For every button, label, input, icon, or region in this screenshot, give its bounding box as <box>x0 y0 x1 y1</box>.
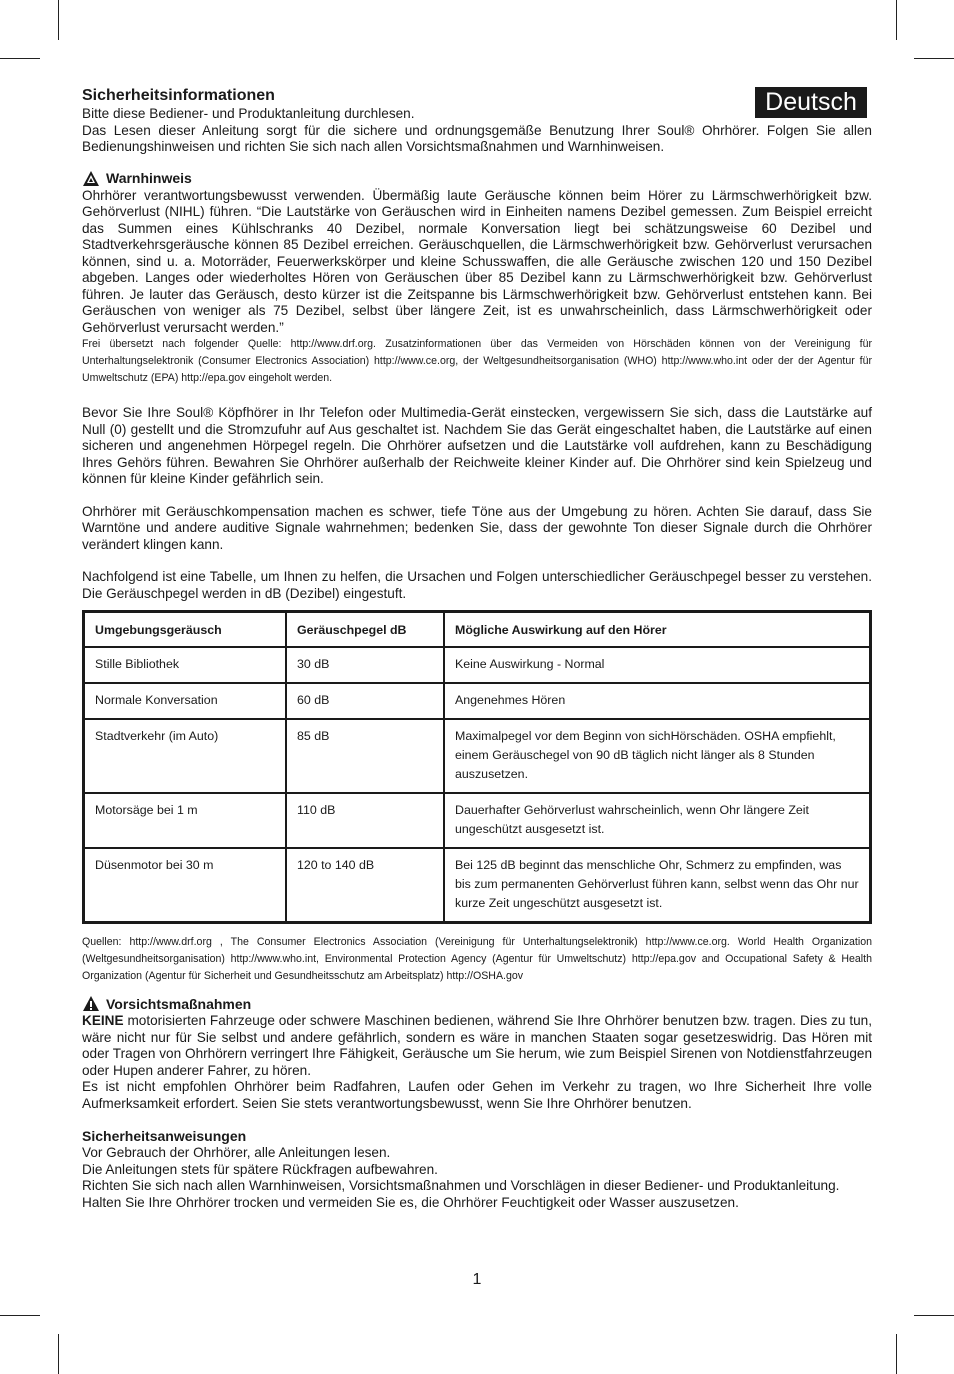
paragraph-noise-cancel: Ohrhörer mit Geräuschkompensation machen es schwer, tiefe Töne aus der Umgebung zu hören. Achten Sie darauf, dass Sie Warntöne und andere auditive Signale wahrnehmen; bedenken Sie, dass der gewohnte Ton dieser Signale durch die Ohrhörer verändert klingen kann. <box>82 503 872 552</box>
instruction-line: Die Anleitungen stets für spätere Rückfragen aufbewahren. <box>82 1161 438 1177</box>
table-cell: Stadtverkehr (im Auto) <box>84 719 287 793</box>
instruction-line: Vor Gebrauch der Ohrhörer, alle Anleitungen lesen. <box>82 1145 391 1160</box>
table-row <box>84 683 871 719</box>
table-cell: 30 dB <box>286 647 444 683</box>
warning-body: Ohrhörer verantwortungsbewusst verwenden. Übermäßig laute Geräusche können beim Hörer zu Lärmschwerhörigkeit bzw. Gehörverlust (NIHL) führen. “Die Lautstärke von Geräuschen wird in Einheiten namens Dezibel gemessen. Zum Beispiel erreicht das Summen eines Kühlschranks 40 Dezibel, normale Konversation liegt bei schätzungsweise 60 Dezibel und Stadtverkehrsgeräusche können 85 Dezibel erreichen. Geräuschquellen, die Lärmschwerhörigkeit bzw. Gehörverlust verursachen können, sind u. a. Motorräder, Feuerwerkskörper und kleine Schusswaffen, die alle Geräusche zwischen 120 und 150 Dezibel abgeben. Langes oder wiederholtes Hören von Geräuschen über 85 Dezibel kann zu Lärmschwerhörigkeit bzw. Gehörverlust führen. Je lauter das Geräusch, desto kürzer ist die Zeitspanne bis Lärmschwerhörigkeit bzw. Gehörverlust entstehen kann. Bei Geräuschen von weniger als 75 Dezibel, selbst über längere Zeit, ist es unwahrscheinlich, dass Lärmschwerhörigkeit oder Gehörverlust verursacht werden.” <box>82 187 872 335</box>
caution-body-1-text: motorisierten Fahrzeuge oder schwere Maschinen bedienen, während Sie Ihre Ohrhörer benutzen bzw. tragen. Dies zu tun, wäre nicht nur für Sie selbst und andere gefährlich, sondern es wäre in manchen Staaten sogar gesetzeswidrig. Das Hören mit oder Tragen von Ohrhörern verringert Ihre Fähigkeit, Geräusche um Sie herum, wie zum Beispiel Sirenen von Notdienstfahrzeugen oder Hupen anderer Fahrer, zu hören. <box>82 1013 872 1078</box>
safety-line1: Bitte diese Bediener- und Produktanleitung durchlesen. <box>82 106 415 121</box>
safety-title: Sicherheitsinformationen <box>82 87 275 104</box>
table-header-row <box>84 612 871 648</box>
paragraph-table-intro: Nachfolgend ist eine Tabelle, um Ihnen zu helfen, die Ursachen und Folgen unterschiedlicher Geräuschpegel besser zu verstehen. Die Geräuschpegel werden in dB (Dezibel) eingestuft. <box>82 569 872 601</box>
instruction-line: Richten Sie sich nach allen Warnhinweisen, Vorsichtsmaßnahmen und Vorschlägen in dieser Bediener- und Produktanleitung. <box>82 1178 840 1193</box>
table-cell: Dauerhafter Gehörverlust wahrscheinlich, wenn Ohr längere Zeit ungeschützt ausgesetzt ist. <box>444 793 871 848</box>
instruction-line: Halten Sie Ihre Ohrhörer trocken und vermeiden Sie es, die Ohrhörer Feuchtigkeit oder Wasser auszusetzen. <box>82 1194 739 1210</box>
table-cell: Motorsäge bei 1 m <box>84 793 287 848</box>
table-cell: Bei 125 dB beginnt das menschliche Ohr, Schmerz zu empfinden, was bis zum permanenten Gehörverlust führen kann, selbst wenn das Ohr nur kurze Zeit ungeschützt ausgesetzt ist. <box>444 848 871 923</box>
table-row <box>84 793 871 848</box>
table-cell: 110 dB <box>286 793 444 848</box>
sources-note: Quellen: http://www.drf.org , The Consumer Electronics Association (Vereinigung für Unterhaltungselektronik) http://www.ce.org. World Health Organization (Weltgesundheitsorganisation) http://www.who.int, Environmental Protection Agency (Agentur für Umweltschutz) http://epa.gov and Occupational Safety & Health Organization (Agentur für Sicherheit und Gesundheitsschutz am Arbeitsplatz) http://OSHA.gov <box>82 936 872 982</box>
noise-level-table <box>82 610 872 924</box>
caution-body-1 <box>82 1013 872 1079</box>
table-cell: Maximalpegel vor dem Beginn von sichHörschäden. OSHA empfiehlt, einem Geräuschegel von 90 dB täglich nicht länger als 8 Stunden auszusetzen. <box>444 719 871 793</box>
table-cell: 60 dB <box>286 683 444 719</box>
crop-mark <box>914 58 954 59</box>
caution-icon <box>82 995 100 1013</box>
crop-mark <box>896 1334 897 1374</box>
table-cell: Düsenmotor bei 30 m <box>84 848 287 923</box>
table-header-cell: Mögliche Auswirkung auf den Hörer <box>444 612 871 648</box>
manual-content <box>82 86 872 1211</box>
crop-mark <box>0 58 40 59</box>
crop-mark <box>58 0 59 40</box>
table-row <box>84 848 871 923</box>
crop-mark <box>914 1315 954 1316</box>
table-cell: Keine Auswirkung - Normal <box>444 647 871 683</box>
crop-mark <box>58 1334 59 1374</box>
warning-icon <box>82 170 100 188</box>
safety-line2: Das Lesen dieser Anleitung sorgt für die sichere und ordnungsgemäße Benutzung Ihrer Soul® Ohrhörer. Folgen Sie allen Bedienungshinweisen und richten Sie sich nach allen Vorsichtsmaßnahmen und Warnhinweisen. <box>82 122 872 154</box>
caution-body-2: Es ist nicht empfohlen Ohrhörer beim Radfahren, Laufen oder Gehen im Verkehr zu tragen, wo Ihre Sicherheit Ihre volle Aufmerksamkeit erfordert. Seien Sie stets verantwortungsbewusst, wenn Sie Ihre Ohrhörer benutzen. <box>82 1079 872 1111</box>
table-cell: Angenehmes Hören <box>444 683 871 719</box>
warning-title: Warnhinweis <box>106 170 192 186</box>
caution-title: Vorsichtsmaßnahmen <box>106 995 252 1012</box>
table-header-cell: Geräuschpegel dB <box>286 612 444 648</box>
language-badge: Deutsch <box>755 87 867 118</box>
instructions-title: Sicherheitsanweisungen <box>82 1128 247 1144</box>
crop-mark <box>896 0 897 40</box>
table-header-cell: Umgebungsgeräusch <box>84 612 287 648</box>
crop-mark <box>0 1315 40 1316</box>
table-row <box>84 719 871 793</box>
caution-bold-word: KEINE <box>82 1013 124 1028</box>
table-cell: Stille Bibliothek <box>84 647 287 683</box>
table-cell: 120 to 140 dB <box>286 848 444 923</box>
page-number: 1 <box>472 1271 482 1288</box>
paragraph-before-plugging: Bevor Sie Ihre Soul® Köpfhörer in Ihr Telefon oder Multimedia-Gerät einstecken, vergewissern Sie sich, dass die Lautstärke auf Null (0) gestellt und die Stromzufuhr auf Aus geschaltet ist. Nachdem Sie das Gerät eingeschaltet haben, die Lautstärke auf einen sicheren und angenehmen Hörpegel regeln. Die Ohrhörer aufsetzen und die Lautstärke voll aufdrehen, kann zu Beschädigung Ihres Gehörs führen. Bewahren Sie Ohrhörer außerhalb der Reichweite kleiner Kinder auf. Die Ohrhörer sind kein Spielzeug und können für kleine Kinder gefährlich sein. <box>82 405 872 486</box>
table-row <box>84 647 871 683</box>
table-cell: Normale Konversation <box>84 683 287 719</box>
table-cell: 85 dB <box>286 719 444 793</box>
warning-source: Frei übersetzt nach folgender Quelle: http://www.drf.org. Zusatzinformationen über das Vermeiden von Hörschäden können von der Vereinigung für Unterhaltungselektronik (Consumer Electronics Association) http://www.ce.org, der Weltgesundheitsorganisation (WHO) http://www.who.int oder der der Agentur für Umweltschutz (EPA) http://epa.gov eingeholt werden. <box>82 338 872 384</box>
